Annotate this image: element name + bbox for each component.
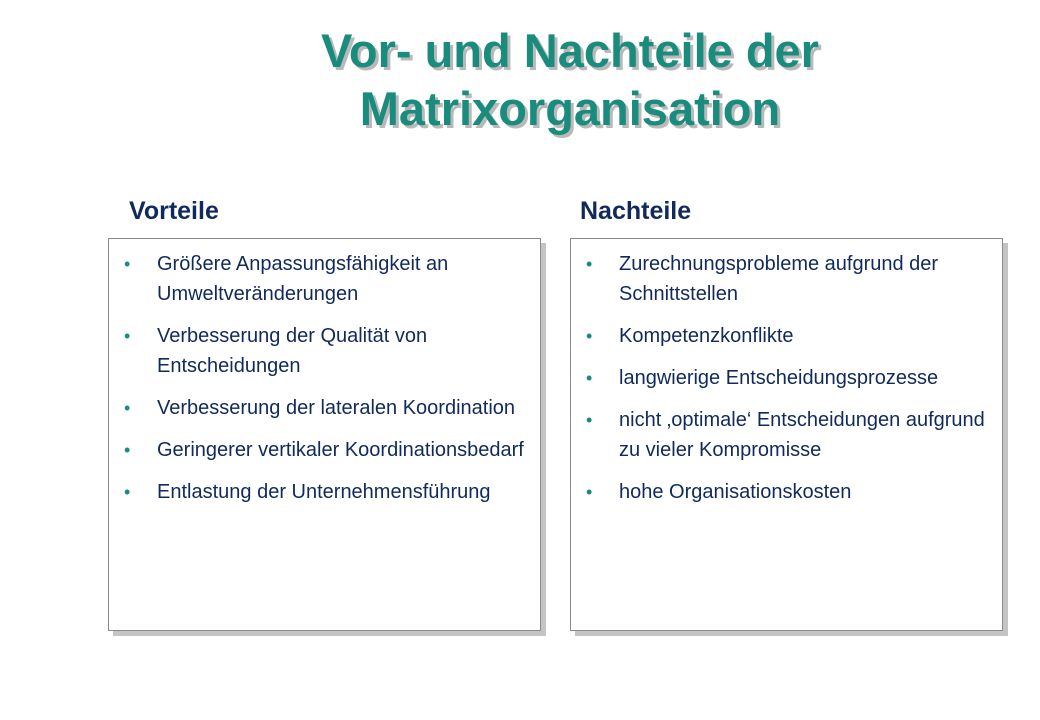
bullet-icon: • bbox=[586, 482, 593, 502]
bullet-icon: • bbox=[586, 410, 593, 430]
advantages-item-text: Verbesserung der Qualität von Entscheidungen bbox=[157, 325, 428, 377]
bullet-icon: • bbox=[586, 254, 593, 274]
advantages-item-text: Verbesserung der lateralen Koordination bbox=[157, 397, 516, 419]
disadvantages-list-item bbox=[579, 477, 992, 507]
advantages-heading: Vorteile bbox=[129, 197, 219, 225]
advantages-list-item bbox=[117, 435, 530, 465]
advantages-list-item bbox=[117, 321, 530, 381]
bullet-icon: • bbox=[586, 368, 593, 388]
advantages-list-item bbox=[117, 477, 530, 507]
bullet-icon: • bbox=[586, 326, 593, 346]
disadvantages-list-item bbox=[579, 363, 992, 393]
advantages-item-text: Geringerer vertikaler Koordinationsbedarf bbox=[157, 439, 524, 461]
slide-title-line-1: Vor- und Nachteile der bbox=[321, 24, 819, 77]
bullet-icon: • bbox=[124, 398, 131, 418]
bullet-icon: • bbox=[124, 254, 131, 274]
disadvantages-list-item bbox=[579, 405, 992, 465]
slide-title-line-2: Matrixorganisation bbox=[359, 82, 781, 135]
bullet-icon: • bbox=[124, 482, 131, 502]
advantages-list-item bbox=[117, 393, 530, 423]
advantages-list bbox=[109, 239, 540, 507]
disadvantages-list-item bbox=[579, 321, 992, 351]
disadvantages-item-text: nicht ‚optimale‘ Entscheidungen aufgrund zu vieler Kompromisse bbox=[619, 409, 985, 461]
disadvantages-item-text: Kompetenzkonflikte bbox=[619, 325, 794, 347]
disadvantages-list-item bbox=[579, 249, 992, 309]
disadvantages-list bbox=[571, 239, 1002, 507]
advantages-list-item bbox=[117, 249, 530, 309]
disadvantages-item-text: langwierige Entscheidungsprozesse bbox=[619, 367, 939, 389]
bullet-icon: • bbox=[124, 440, 131, 460]
advantages-panel bbox=[108, 238, 541, 631]
slide-title bbox=[0, 22, 1040, 138]
disadvantages-item-text: hohe Organisationskosten bbox=[619, 481, 852, 503]
disadvantages-heading: Nachteile bbox=[580, 197, 692, 225]
disadvantages-panel bbox=[570, 238, 1003, 631]
disadvantages-item-text: Zurechnungsprobleme aufgrund der Schnittstellen bbox=[619, 253, 939, 305]
bullet-icon: • bbox=[124, 326, 131, 346]
advantages-item-text: Größere Anpassungsfähigkeit an Umweltveränderungen bbox=[157, 253, 449, 305]
advantages-item-text: Entlastung der Unternehmensführung bbox=[157, 481, 491, 503]
